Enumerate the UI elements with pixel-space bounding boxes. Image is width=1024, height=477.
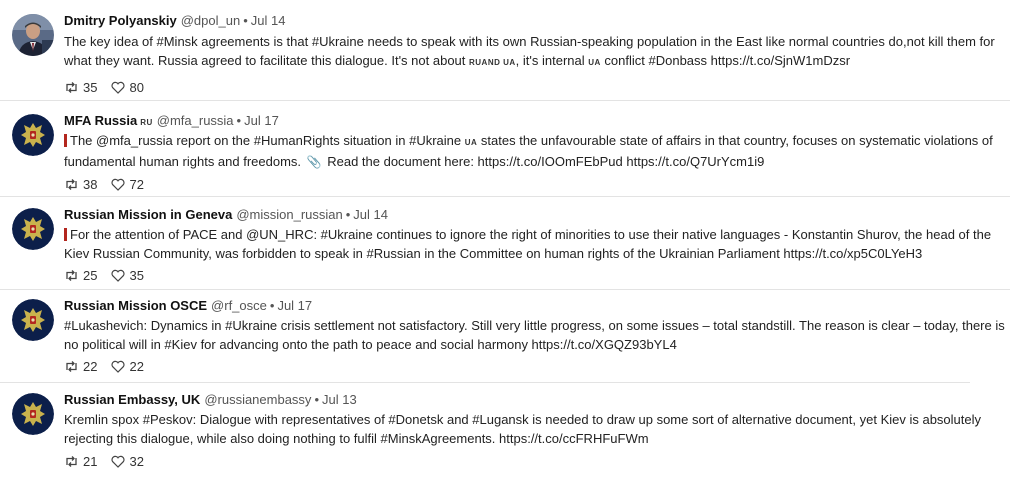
heart-icon	[111, 360, 125, 373]
separator-dot: •	[314, 392, 319, 407]
tweet-text	[64, 225, 1009, 263]
heart-icon	[111, 455, 125, 468]
tweet-text	[64, 32, 1009, 72]
like-button[interactable]	[111, 454, 143, 469]
flag-label: UA	[464, 138, 478, 147]
tweet-stats	[64, 79, 144, 95]
avatar[interactable]	[12, 208, 54, 250]
retweet-icon	[64, 455, 79, 468]
tweet-stats	[64, 453, 144, 469]
retweet-icon	[64, 269, 79, 282]
like-button[interactable]	[111, 268, 143, 283]
tweet-item[interactable]	[0, 197, 1010, 289]
retweet-button[interactable]	[64, 177, 97, 192]
retweet-icon	[64, 178, 79, 191]
author-name[interactable]: Russian Mission OSCE	[64, 298, 208, 313]
like-button[interactable]	[111, 177, 143, 192]
tweet-text-part: The key idea of #Minsk agreements is that #Ukraine needs to speak with its own Russian-speaking population in the East like normal countries do,not kill them for what they want. Russia agreed to facilitate this dialogue. It's not about	[64, 34, 995, 68]
tweet-date[interactable]: Jul 13	[322, 392, 357, 407]
tweet-text: #Lukashevich: Dynamics in #Ukraine crisis settlement not satisfactory. Still very little progress, on some issues – total standstill. The reason is clear – today, there is no political will in #Kiev for advancing onto the path to peace and social harmony https://t.co/XGQZ93bYL4	[64, 318, 1005, 352]
tweet-stats	[64, 176, 144, 192]
separator-dot: •	[243, 13, 248, 28]
tweet-header	[64, 13, 285, 29]
tweet-date[interactable]: Jul 14	[353, 207, 388, 222]
like-button[interactable]	[111, 359, 143, 374]
retweet-button[interactable]	[64, 454, 97, 469]
tweet-item[interactable]	[0, 383, 1010, 477]
retweet-count: 35	[83, 79, 98, 95]
paperclip-icon: 📎	[306, 155, 322, 169]
coat-of-arms-icon	[12, 299, 54, 341]
tweet-header	[64, 392, 357, 408]
tweet-text-part: states the unfavourable state of affairs in that country, focuses on systematic violations of fundamental human rights and freedoms.	[64, 133, 993, 169]
tweet-text-part: The @mfa_russia report on the #HumanRights situation in #Ukraine	[70, 133, 465, 148]
separator-dot: •	[236, 113, 242, 128]
coat-of-arms-icon	[12, 114, 54, 156]
tweet-header	[64, 207, 388, 223]
tweet-item[interactable]	[0, 290, 1010, 382]
retweet-count: 22	[83, 358, 98, 374]
tweet-date[interactable]: Jul 14	[250, 13, 286, 28]
author-handle[interactable]: @rf_osce	[211, 298, 267, 313]
author-handle[interactable]: @mission_russian	[236, 207, 343, 222]
author-name[interactable]: Russian Mission in Geneva	[64, 207, 233, 222]
tweet-item[interactable]	[0, 0, 1010, 100]
like-button[interactable]	[111, 80, 143, 95]
avatar[interactable]	[12, 299, 54, 341]
author-handle[interactable]: @russianembassy	[204, 392, 312, 407]
like-count: 32	[129, 453, 144, 469]
tweet-text-part: , it's internal	[515, 53, 589, 68]
like-count: 72	[129, 176, 144, 192]
author-name[interactable]: MFA Russia	[64, 113, 138, 128]
coat-of-arms-icon	[12, 393, 54, 435]
coat-of-arms-icon	[12, 208, 54, 250]
retweet-icon	[64, 360, 79, 373]
tweet-text: Kremlin spox #Peskov: Dialogue with representatives of #Donetsk and #Lugansk is needed to draw up some sort of alternative document, yet Kiev is absolutely rejecting this dialogue, while also doing nothing to fulfil #MinskAgreements. https://t.co/ccFRHFuFWm	[64, 412, 982, 446]
avatar[interactable]	[12, 114, 54, 156]
tweet-stats	[64, 267, 144, 283]
red-marker-icon	[64, 134, 67, 147]
flag-label: UA	[588, 58, 601, 67]
red-marker-icon	[64, 228, 67, 241]
retweet-button[interactable]	[64, 359, 97, 374]
retweet-count: 25	[83, 267, 98, 283]
tweet-header	[64, 298, 312, 314]
heart-icon	[111, 81, 125, 94]
retweet-count: 21	[83, 453, 98, 469]
tweet-item[interactable]	[0, 101, 1010, 196]
flag-label: RUAND UA	[469, 58, 516, 67]
tweet-header	[64, 113, 279, 131]
separator-dot: •	[269, 298, 275, 313]
tweet-date[interactable]: Jul 17	[277, 298, 313, 313]
heart-icon	[111, 178, 125, 191]
person-photo-icon	[12, 14, 54, 56]
tweet-text-link[interactable]: Read the document here: https://t.co/IOOmFEbPud https://t.co/Q7UrYcm1i9	[327, 154, 765, 169]
tweet-text	[64, 131, 1009, 172]
avatar[interactable]	[12, 393, 54, 435]
author-name[interactable]: Russian Embassy, UK	[64, 392, 201, 407]
heart-icon	[111, 269, 125, 282]
retweet-count: 38	[83, 176, 98, 192]
retweet-button[interactable]	[64, 80, 97, 95]
tweet-stats	[64, 358, 144, 374]
tweet-text-part: For the attention of PACE and @UN_HRC: #Ukraine continues to ignore the right of minorities to use their native languages - Konstantin Shurov, the head of the Kiev Russian Community, was forbidden to speak in #Russian in the Committee on human rights of the Ukrainian Parliament https://t.co/xp5C0LYeH3	[64, 227, 992, 261]
like-count: 22	[129, 358, 144, 374]
retweet-icon	[64, 81, 79, 94]
flag-label: RU	[140, 118, 153, 127]
avatar[interactable]	[12, 14, 54, 56]
retweet-button[interactable]	[64, 268, 97, 283]
separator-dot: •	[345, 207, 351, 222]
author-handle[interactable]: @mfa_russia	[156, 113, 234, 128]
author-name[interactable]: Dmitry Polyanskiy	[64, 13, 177, 28]
author-handle[interactable]: @dpol_un	[180, 13, 241, 28]
like-count: 80	[129, 79, 144, 95]
like-count: 35	[129, 267, 144, 283]
tweet-text-part: conflict #Donbass https://t.co/SjnW1mDzsr	[600, 53, 851, 68]
tweet-date[interactable]: Jul 17	[244, 113, 279, 128]
